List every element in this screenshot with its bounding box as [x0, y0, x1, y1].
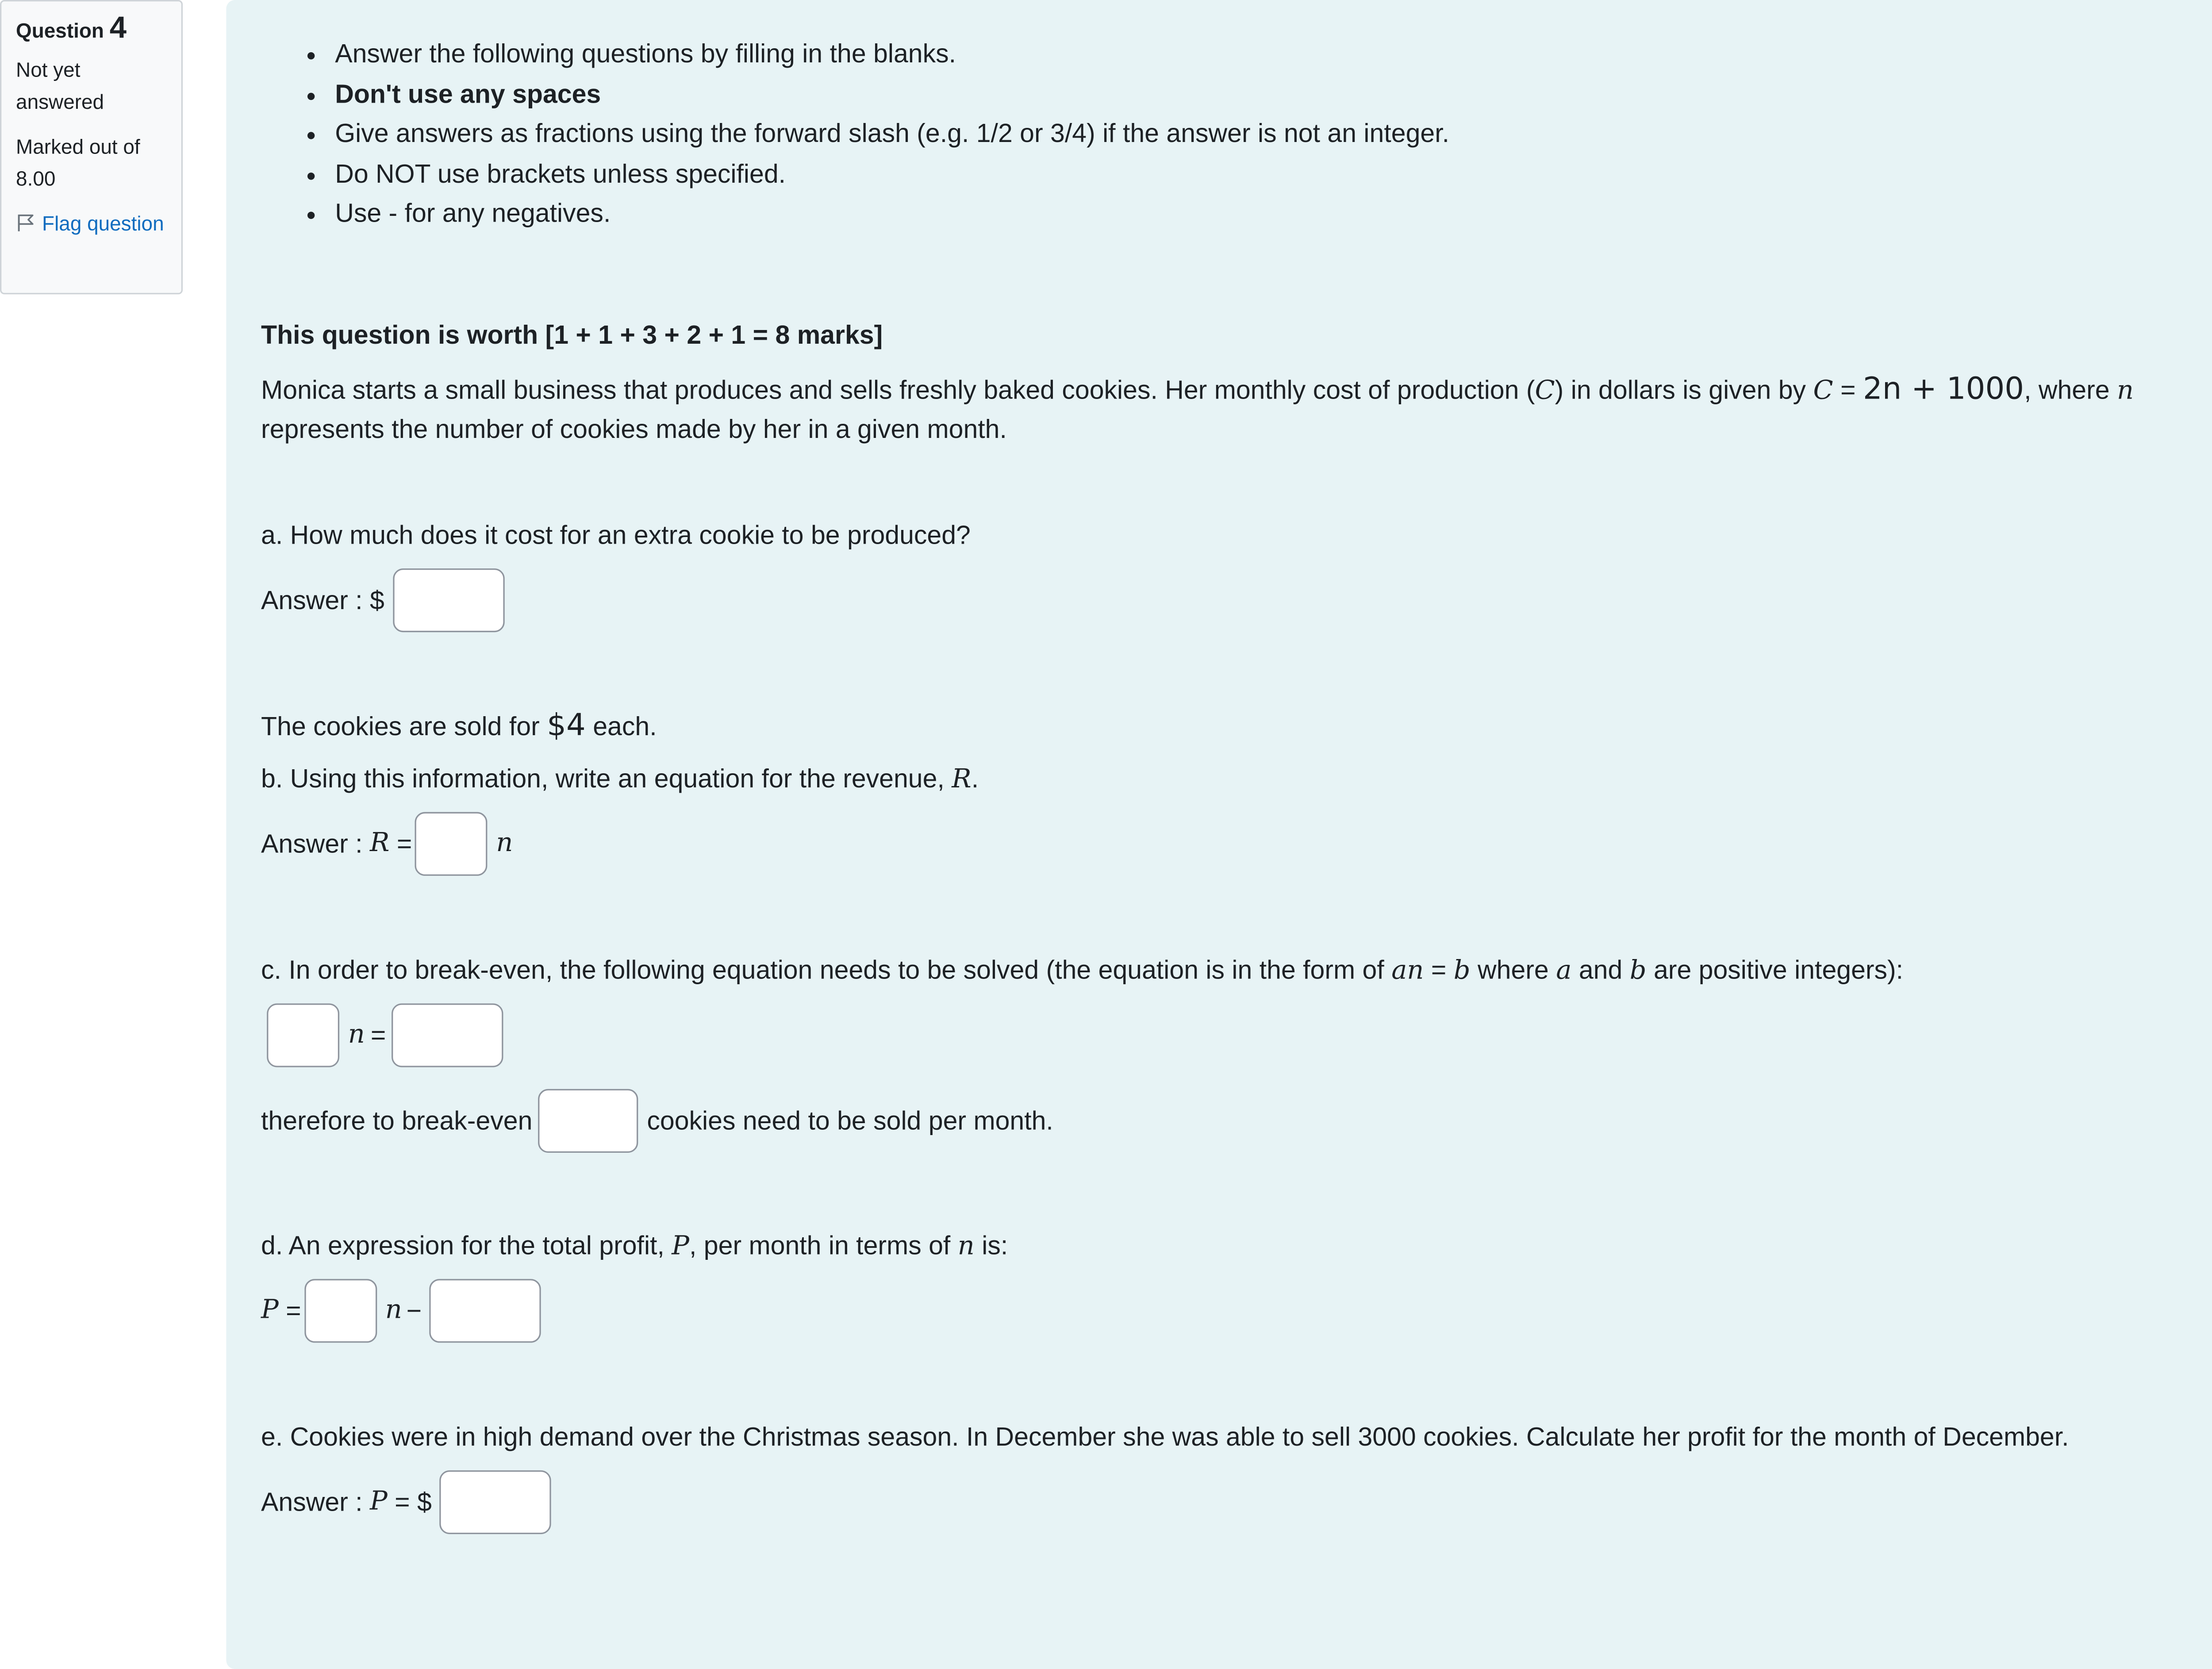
math-var-n: n [348, 1019, 365, 1050]
instruction-item: • Give answers as fractions using the forward slash (e.g. 1/2 or 3/4) if the answer is not an integer. [332, 115, 1449, 154]
part-c-text: where [1478, 955, 1549, 985]
math-var-n: n [385, 1295, 402, 1326]
math-var-b: b [1453, 955, 1471, 986]
question-label: Question [16, 19, 104, 42]
part-b-text: . [971, 764, 979, 794]
part-c-equation-row [267, 1003, 503, 1067]
flag-question-link[interactable] [16, 207, 167, 239]
math-equals: = [396, 829, 412, 859]
intro-text: Monica starts a small business that produces and sells freshly baked cookies. Her monthly cost of production ( [261, 376, 1535, 405]
intro-text: , where [2024, 376, 2110, 405]
part-b-text: b. Using this information, write an equation for the revenue, [261, 764, 945, 794]
instruction-item: • Do NOT use brackets unless specified. [332, 154, 1449, 194]
part-d-answer-row [261, 1279, 541, 1343]
instruction-item: • Answer the following questions by filling in the blanks. [332, 35, 1449, 75]
math-var-n: n [496, 828, 513, 859]
question-grade: Marked out of 8.00 [16, 134, 140, 190]
part-d-text: , per month in terms of [689, 1231, 951, 1260]
part-c-breakeven-input[interactable] [538, 1089, 638, 1153]
part-a-answer-row [261, 568, 505, 632]
part-e-answer-input[interactable] [439, 1470, 550, 1534]
part-d-text: is: [982, 1231, 1008, 1260]
intro-text: ) in dollars is given by [1555, 376, 1806, 405]
instructions-list [226, 35, 1449, 234]
part-c-question [261, 950, 1903, 992]
question-state: Not yet answered [16, 58, 104, 113]
flag-question-label[interactable]: Flag question [42, 211, 164, 235]
answer-currency: = $ [395, 1488, 432, 1517]
math-var-p: P [672, 1231, 690, 1262]
math-var-a: a [1556, 955, 1572, 986]
math-var-p: P [369, 1486, 388, 1517]
instruction-item: • Use - for any negatives. [332, 194, 1449, 234]
part-a-question: a. How much does it cost for an extra cookie to be produced? [261, 520, 971, 550]
math-var-p: P [261, 1295, 279, 1326]
math-var-r: R [952, 764, 972, 795]
sold-text: The cookies are sold for [261, 712, 540, 741]
part-d-coefficient-input[interactable] [304, 1279, 376, 1343]
answer-label: Answer : [261, 829, 363, 859]
sold-text: each. [593, 712, 657, 741]
answer-label: Answer : $ [261, 586, 384, 615]
part-c-text: and [1578, 955, 1623, 985]
math-var-c: C [1535, 376, 1555, 406]
intro-line-1 [261, 368, 2134, 412]
math-var-r: R [369, 828, 390, 859]
math-var-an: an [1391, 955, 1424, 986]
math-equals: = [370, 1021, 386, 1050]
cost-expression: 2n + 1000 [1863, 371, 2024, 406]
math-equals: = [286, 1296, 301, 1326]
breakeven-text: cookies need to be sold per month. [647, 1106, 1053, 1136]
breakeven-text: therefore to break-even [261, 1106, 533, 1136]
part-e-question: e. Cookies were in high demand over the Christmas season. In December she was able to sell 3000 cookies. Calculate her profit for the month of December. [261, 1422, 2069, 1452]
question-number-value: 4 [109, 12, 127, 45]
math-equals: = [1431, 955, 1447, 985]
math-equals: = [1840, 376, 1856, 405]
instruction-item: • Don't use any spaces [332, 75, 1449, 115]
math-minus: − [406, 1296, 422, 1326]
question-info-panel [0, 0, 183, 294]
part-d-constant-input[interactable] [429, 1279, 540, 1343]
part-d-text: d. An expression for the total profit, [261, 1231, 664, 1260]
math-var-c: C [1813, 376, 1833, 406]
math-var-b: b [1629, 955, 1647, 986]
marks-heading: This question is worth [1 + 1 + 3 + 2 + 1 = 8 marks] [261, 320, 883, 349]
part-c-constant-input[interactable] [392, 1003, 503, 1067]
part-a-answer-input[interactable] [393, 568, 504, 632]
math-var-n: n [957, 1231, 975, 1262]
part-b-answer-input[interactable] [415, 812, 488, 876]
part-e-answer-row [261, 1470, 551, 1534]
part-c-breakeven-row [261, 1089, 1053, 1153]
price-value: $4 [547, 707, 586, 743]
answer-label: Answer : [261, 1488, 363, 1517]
part-b-answer-row [261, 812, 513, 876]
part-d-question [261, 1225, 1008, 1267]
part-c-text: are positive integers): [1653, 955, 1904, 985]
part-c-text: c. In order to break-even, the following equation needs to be solved (the equation is in the form of [261, 955, 1384, 985]
question-content [226, 0, 2212, 1669]
math-var-n: n [2117, 376, 2134, 406]
sold-line [261, 705, 657, 747]
intro-line-2: represents the number of cookies made by her in a given month. [261, 414, 1007, 444]
part-c-coefficient-input[interactable] [267, 1003, 339, 1067]
question-number [16, 13, 167, 46]
flag-icon [16, 213, 35, 232]
part-b-question [261, 758, 979, 800]
